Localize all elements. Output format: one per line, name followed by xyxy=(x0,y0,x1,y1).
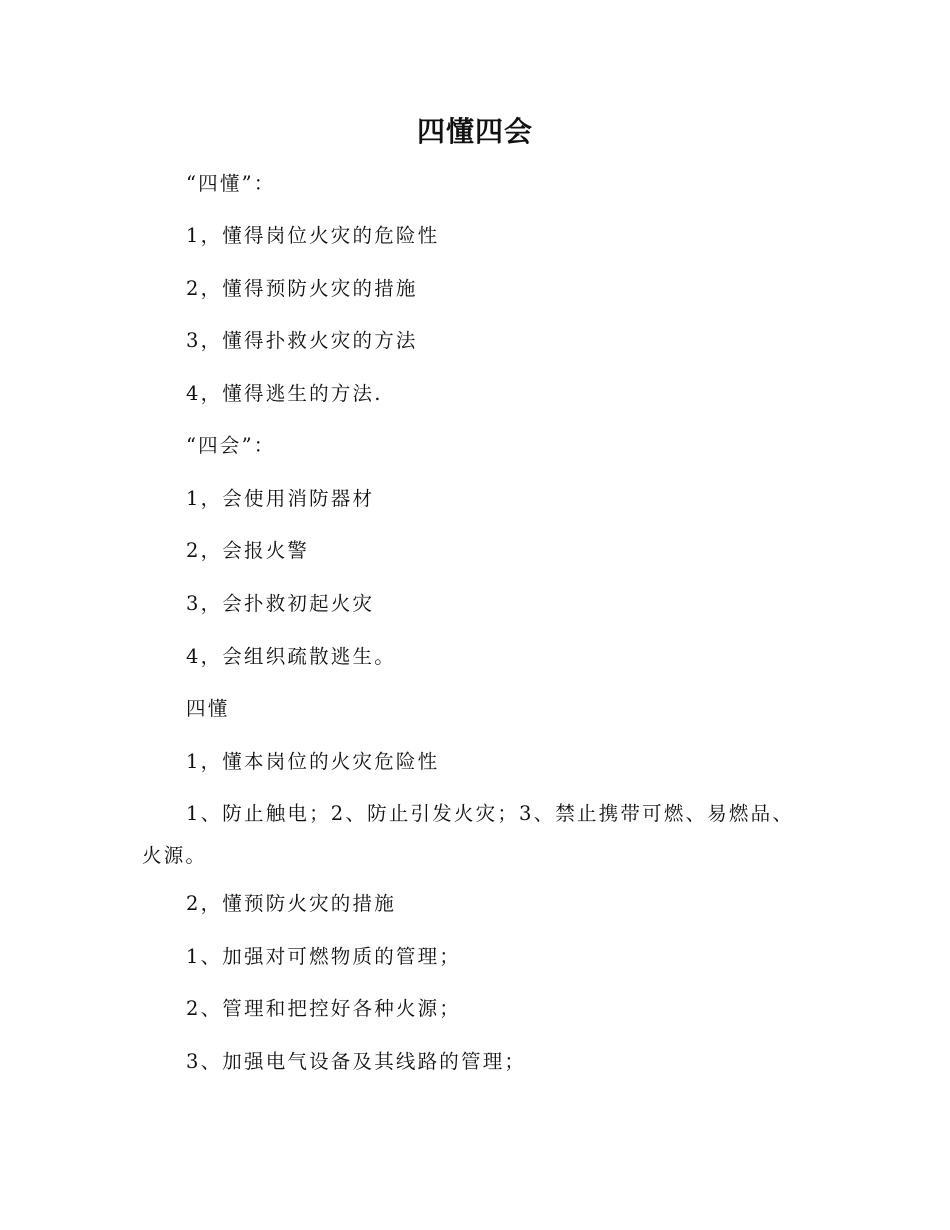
paragraph: 3，懂得扑救火灾的方法 xyxy=(186,329,418,352)
paragraph: 2，会报火警 xyxy=(186,539,310,562)
paragraph: 3，会扑救初起火灾 xyxy=(186,592,375,615)
paragraph: 1，懂得岗位火灾的危险性 xyxy=(186,224,440,247)
paragraph: 4，会组织疏散逃生。 xyxy=(186,645,396,668)
paragraph: “四会”： xyxy=(186,434,276,457)
paragraph: 2，懂预防火灾的措施 xyxy=(186,892,396,915)
paragraph: “四懂”： xyxy=(186,172,276,195)
paragraph: 1、防止触电；2、防止引发火灾；3、禁止携带可燃、易燃品、火源。 xyxy=(142,802,795,867)
paragraph: 2、管理和把控好各种火源； xyxy=(186,997,462,1020)
paragraph: 1，会使用消防器材 xyxy=(186,487,375,510)
document-title: 四懂四会 xyxy=(416,115,533,148)
paragraph: 1、加强对可燃物质的管理； xyxy=(186,945,462,968)
paragraph: 四懂 xyxy=(186,697,230,720)
paragraph: 1，懂本岗位的火灾危险性 xyxy=(186,750,440,773)
paragraph: 2，懂得预防火灾的措施 xyxy=(186,277,418,300)
paragraph: 4，懂得逃生的方法. xyxy=(186,382,383,405)
paragraph: 3、加强电气设备及其线路的管理； xyxy=(186,1050,527,1073)
